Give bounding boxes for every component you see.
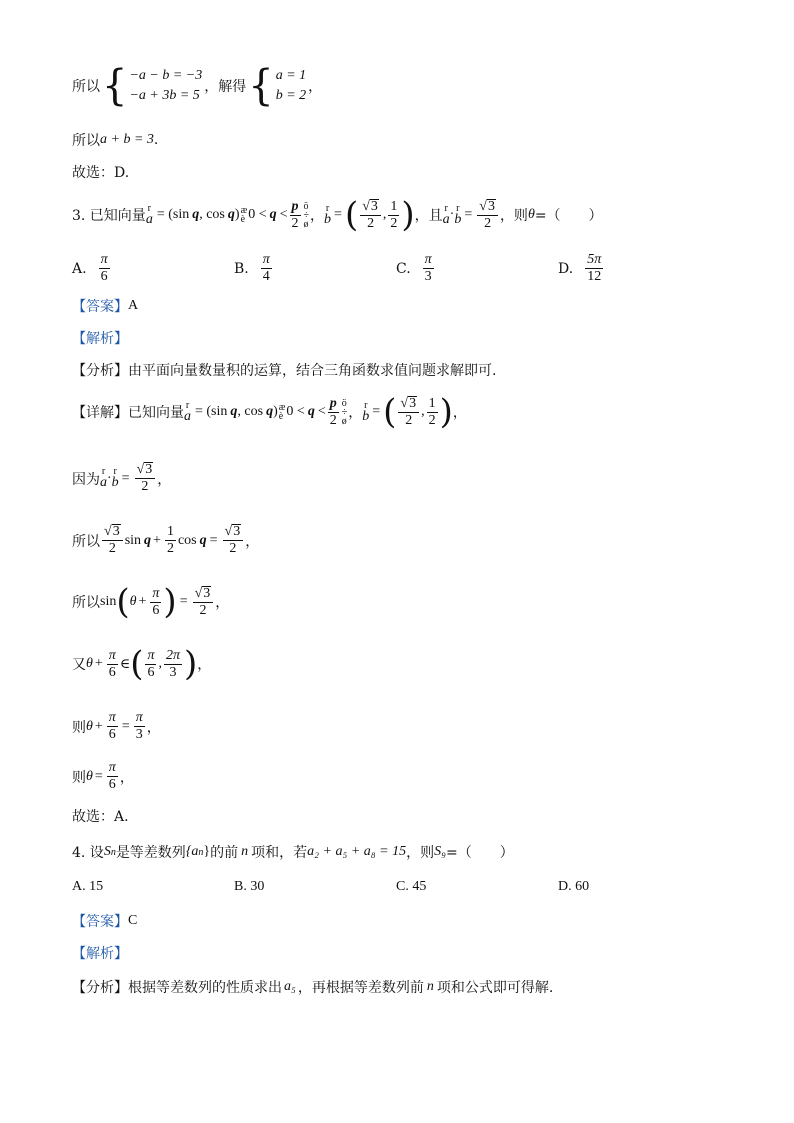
math-theta: θ (527, 207, 535, 222)
fenxi-text: 项和公式即可得解. (436, 980, 554, 996)
math-theta: q (192, 207, 200, 222)
answer-choice-line (72, 162, 129, 182)
math-text: < (317, 404, 326, 419)
xiangjie-tag: 【详解】 (72, 405, 128, 421)
text-you: 又 (72, 657, 86, 673)
analysis-line (72, 360, 496, 380)
math-theta: q (227, 207, 235, 222)
vector-a: r a (145, 202, 153, 227)
analysis-header (72, 943, 128, 963)
option-fraction: $\frac{\pi}{6}$ (100, 252, 108, 284)
option-c (396, 252, 436, 285)
math-text: 0 < (286, 404, 305, 419)
answer-tag: 【答案】 (72, 299, 128, 315)
text-ze: 则 (72, 719, 86, 736)
answer-line (72, 911, 137, 931)
math-text: < (279, 207, 288, 222)
question-text: 的前 (210, 845, 239, 861)
fraction-one-half: $\frac{1}{2}$ (390, 198, 398, 231)
text-suoyi: 所以 (72, 595, 100, 611)
analysis-line (72, 977, 553, 997)
text-ze: ，则 (499, 208, 528, 224)
math-theta: q (269, 207, 277, 222)
option-c (396, 879, 426, 895)
glyph-artifact: æ è (278, 402, 286, 422)
fenxi-text: 由平面向量数量积的运算，结合三角函数求值问题求解即可. (128, 363, 497, 379)
solution-line-sum (72, 130, 158, 150)
fraction-sqrt3-over-2: √ 3 2 (360, 199, 381, 232)
equation-system-1 (102, 61, 203, 111)
equation-system-2 (248, 61, 307, 111)
math-text: , cos (199, 207, 225, 222)
text-guxuan: 故选：D. (72, 165, 130, 181)
option-label: B. (234, 260, 249, 277)
math-S: S (103, 844, 111, 859)
answer-value: A (128, 298, 139, 313)
detail-line-2: 因为 r a · r b = √ 3 2 ， (72, 462, 172, 494)
math-subscript: n (110, 846, 116, 858)
text-guxuan: 故选：A. (72, 809, 129, 825)
option-text: B. 30 (234, 879, 265, 894)
punct: ， (310, 208, 325, 224)
left-brace: { (248, 61, 274, 111)
answer-line (72, 296, 138, 316)
punct: . (153, 132, 159, 148)
option-fraction: $\frac{\pi}{3}$ (424, 252, 432, 284)
math-text: ) (273, 404, 278, 419)
question-text: 项和，若 (251, 845, 308, 861)
option-label: C. (396, 260, 411, 277)
analysis-tag: 【解析】 (72, 331, 128, 347)
glyph-artifact: æ è (240, 205, 248, 225)
math-text: , cos (237, 404, 264, 419)
left-paren: ( (344, 195, 359, 235)
math-text: ) (234, 207, 240, 222)
math-a5: a₅ (284, 979, 296, 994)
question-4: 4. 设 S n 是等差数列 {a n } 的前 n 项和，若 a₂ + a₅ + a₈ = 15 ，则 S₉ =（ ） (72, 844, 514, 861)
punct: ， (348, 405, 363, 421)
math-theta: q (307, 404, 315, 419)
fraction-p-over-2: $\frac{p}{2}$ (329, 395, 337, 428)
math-text: 0 < (248, 207, 267, 222)
option-b (234, 252, 274, 285)
option-d (558, 879, 589, 895)
left-brace: { (102, 61, 128, 111)
punct: ， (308, 79, 323, 95)
math-theta: q (266, 404, 274, 419)
vector-a: r a (184, 399, 191, 424)
math-n: n (426, 979, 434, 994)
fenxi-text: 根据等差数列的性质求出 (128, 980, 282, 996)
fraction-sqrt3-over-2: √ 3 2 (477, 199, 498, 232)
text-ze: 则 (72, 769, 86, 786)
vector-a: r a (442, 202, 450, 227)
answer-tag: 【答案】 (72, 914, 128, 930)
math-text: = (sin (195, 404, 228, 419)
analysis-tag: 【解析】 (72, 946, 128, 962)
text-and: ，且 (414, 208, 443, 224)
equation-row: −a + 3b = 5 (129, 88, 200, 103)
math-expression: a + b = 3 (100, 132, 154, 147)
detail-line-6: 则 θ + $\frac{\pi}{6}$ = $\frac{\pi}{3}$ ， (72, 710, 161, 742)
question-text: ，则 (406, 845, 435, 861)
answer-blank: =（ ） (445, 845, 514, 861)
question-number: 4. 设 (72, 845, 104, 861)
text-suoyi: 所以 (72, 533, 100, 550)
option-text: A. 15 (72, 879, 104, 894)
math-text: · (449, 207, 455, 222)
detail-line-7: 则 θ = $\frac{\pi}{6}$ ， (72, 760, 134, 792)
question-number: 3. 已知向量 (72, 208, 146, 224)
option-fraction: $\frac{5\pi}{12}$ (587, 252, 602, 284)
glyph-artifact: ö ÷ ø (341, 397, 348, 427)
detail-line-8 (72, 806, 129, 826)
detail-line-4: 所以 sin ( θ + $\frac{\pi}{6}$ ) = √ 3 2 ， (72, 582, 230, 622)
xiangjie-text: 已知向量 (128, 405, 184, 421)
detail-line-3: 所以 √ 3 2 sin q + $\frac{1}{2}$ cos q = √ 3 2 ， (72, 524, 260, 556)
glyph-artifact: ö ÷ ø (303, 200, 310, 230)
option-b (234, 879, 264, 895)
vector-b: r b (324, 202, 332, 227)
option-a (72, 252, 112, 285)
answer-blank: =（ ） (534, 208, 603, 224)
math-text: = (334, 207, 342, 222)
math-text: = (sin (156, 207, 190, 222)
math-seq: {a (185, 844, 199, 859)
fraction-p-over-2: $\frac{p}{2}$ (291, 198, 299, 231)
option-fraction: $\frac{\pi}{4}$ (262, 252, 270, 284)
vector-b: r b (362, 399, 370, 424)
fenxi-tag: 【分析】 (72, 363, 128, 379)
right-paren: ) (401, 195, 415, 235)
fenxi-text: ，再根据等差数列前 (297, 980, 424, 996)
option-label: D. (558, 260, 574, 277)
text-suoyi: 所以 (72, 79, 100, 95)
question-text: 是等差数列 (115, 845, 186, 861)
math-condition: a₂ + a₅ + a₈ = 15 (307, 844, 407, 859)
text-yinwei: 因为 (72, 471, 100, 488)
equation-row: b = 2 (275, 88, 307, 103)
text-jiede: ，解得 (204, 79, 247, 95)
solution-line-system (72, 61, 323, 111)
analysis-header (72, 328, 128, 348)
detail-line-5: 又 θ + $\frac{\pi}{6}$ ∈ ( $\frac{\pi}{6}$ , $\frac{2\pi}{3}$ ) ， (72, 644, 212, 684)
question-3: 3. 已知向量 r a = (sin q , cos q ) æ è 0 < q < $\frac{p}{2}$ ö ÷ ø ， r b = ( √ 3 2 , $\frac{1}{2}$ ) ，且 r a · r b = √ 3 2 ，则 θ =（ ） (72, 195, 603, 235)
option-d (558, 252, 605, 285)
fenxi-tag: 【分析】 (72, 980, 128, 996)
vector-b: r b (454, 202, 462, 227)
option-text: D. 60 (558, 879, 590, 894)
math-theta: q (230, 404, 238, 419)
equation-row: −a − b = −3 (129, 68, 203, 83)
text-suoyi: 所以 (72, 133, 100, 149)
detail-line-1: 【详解】 已知向量 r a = (sin q , cos q ) æ è 0 < q < $\frac{p}{2}$ ö ÷ ø ， r b = ( √ 3 2 , $\frac{1}{2}$ ) ， (72, 392, 467, 432)
math-n: n (241, 844, 249, 859)
option-text: C. 45 (396, 879, 427, 894)
equation-row: a = 1 (275, 68, 307, 83)
vector-b: r b (111, 466, 119, 490)
answer-value: C (128, 913, 138, 928)
math-S9: S₉ (434, 844, 446, 859)
option-label: A. (72, 260, 87, 277)
vector-a: r a (100, 466, 107, 490)
option-a (72, 879, 103, 895)
